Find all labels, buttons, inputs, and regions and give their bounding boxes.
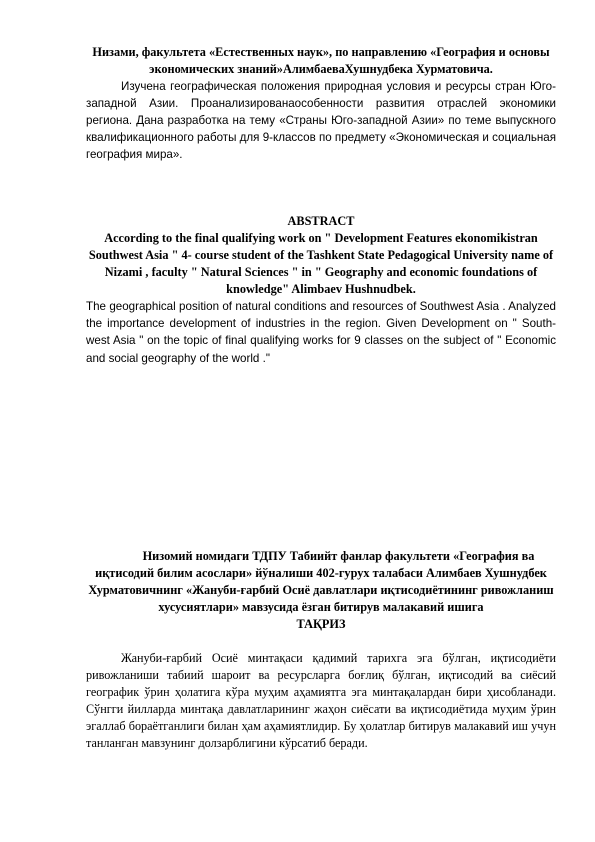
english-abstract-section: [86, 213, 556, 367]
uzbek-review-body: Жануби-ғарбий Осиё минтақаси қадимий тарихга эга бўлган, иқтисодиёти ривожланиши табиий шароит ва ресурсларга боғлиқ бўлган, иқтисодий ва сиёсий географик ўрин ҳолатига кўра муҳим аҳамиятга эга минтақалардан бири ҳисобланади. Сўнгги йилларда минтақа давлатларининг жаҳон сиёсати ва иқтисодиётида муҳим ўрин эгаллаб бораётганлиги билан ҳам аҳамиятлидир. Бу ҳолатлар битирув малакавий иш учун танланган мавзунинг долзарблигини кўрсатиб беради.: [86, 651, 556, 750]
document-page: [86, 44, 556, 750]
russian-abstract-heading: Низами, факультета «Естественных наук», по направлению «География и основы экономических знаний»АлимбаеваХушнудбека Хурматовича.: [92, 45, 550, 76]
english-abstract-heading: According to the final qualifying work on " Development Features ekonomikistran Southwest Asia " 4- course student of the Tashkent State Pedagogical University name of Nizami , faculty " Natural Sciences " in " Geography and economic foundations of knowledge" Alimbaev Hushnudbek.: [88, 231, 554, 296]
russian-abstract-section: [86, 44, 556, 163]
russian-abstract-body: Изучена географическая положения природная условия и ресурсы стран Юго-западной Азии. Проанализированаособенности развития отраслей экономики региона. Дана разработка на тему «Страны Юго-западной Азии» по теме выпускного квалификационного работы для 9-классов по предмету «Экономическая и социальная география мира».: [86, 80, 556, 161]
uzbek-review-heading: Низомий номидаги ТДПУ Табиийт фанлар факультети «География ва иқтисодий билим асослари» йўналиши 402-гурух талабаси Алимбаев Хушнудбек Хурматовичнинг «Жануби-ғарбий Осиё давлатлари иқтисодиётининг ривожланиш хусусиятлари» мавзусида ёзган битирув малакавий ишига: [88, 549, 554, 614]
uzbek-review-section: [86, 548, 556, 752]
english-abstract-body: The geographical position of natural conditions and resources of Southwest Asia . Analyzed the importance development of industries in the region. Given Development on " South- west Asia " on the topic of final qualifying works for 9 classes on the subject of " Economic and social geography of the world .": [86, 300, 556, 365]
english-abstract-title: ABSTRACT: [287, 214, 355, 228]
uzbek-review-title: ТАҚРИЗ: [296, 617, 346, 631]
